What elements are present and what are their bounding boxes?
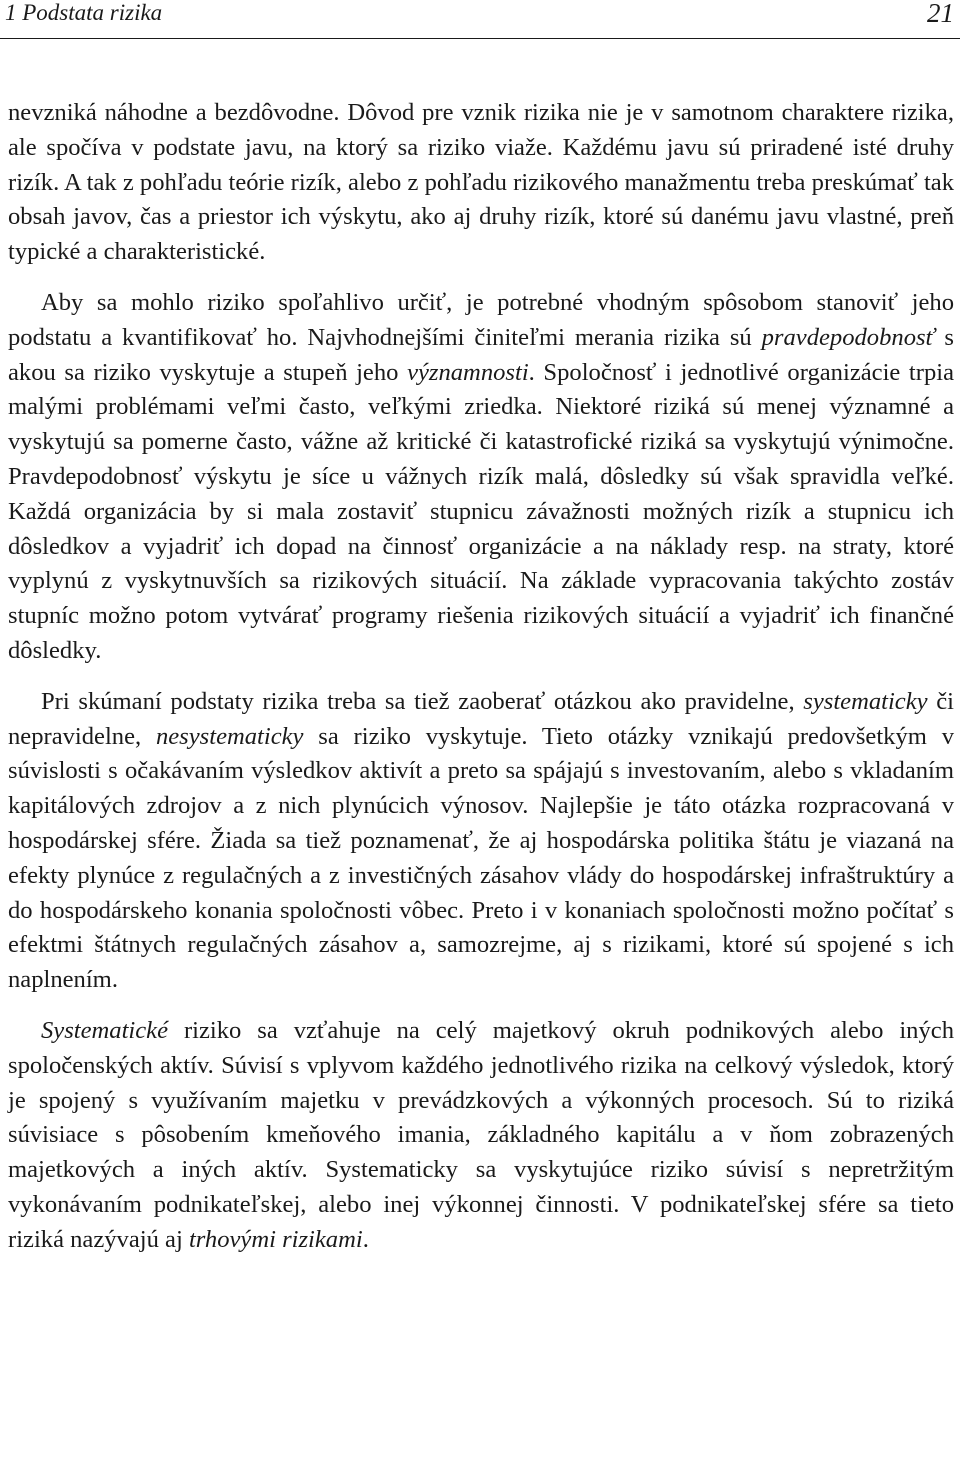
paragraph-3-text-1: Pri skúmaní podstaty rizika treba sa tiež zaoberať otázkou ako pravidelne, — [41, 687, 804, 715]
term-probability: pravdepodobnosť — [761, 323, 935, 351]
term-systematic: Systematické — [41, 1016, 169, 1044]
paragraph-3 — [8, 685, 954, 998]
running-header — [5, 0, 954, 28]
paragraph-2-text-2: s akou sa riziko vyskytuje a stupeň jeho — [8, 323, 954, 386]
term-unsystematically: nesystematicky — [155, 722, 304, 750]
page-number: 21 — [927, 0, 954, 28]
paragraph-1-text: nevzniká náhodne a bezdôvodne. Dôvod pre vznik rizika nie je v samotnom charaktere rizika, ale spočíva v podstate javu, na ktorý sa riziko viaže. Každému javu sú priradené isté druhy rizík. A tak z pohľadu teórie rizík, alebo z pohľadu rizikového manažmentu treba preskúmať tak obsah javov, čas a priestor ich výskytu, ako aj druhy rizík, ktoré sú danému javu vlastné, preň typické a charakteristické. — [8, 99, 954, 266]
header-rule — [0, 38, 960, 39]
paragraph-1 — [8, 96, 954, 270]
body-text — [8, 96, 954, 1258]
paragraph-2 — [8, 286, 954, 669]
chapter-title: 1 Podstata rizika — [5, 0, 163, 25]
paragraph-3-text-3: sa riziko vyskytuje. Tieto otázky vznikajú predovšetkým v súvislosti s očakávaním výsledkov aktivít a preto sa spájajú s investovaním, alebo s vkladaním kapitálových zdrojov a z nich plynúcich výnosov. Najlepšie je táto otázka rozpracovaná v hospodárskej sfére. Žiada sa tiež poznamenať, že aj hospodárska politika štátu je viazaná na efekty plynúce z regulačných a z investičných zásahov vlády do hospodárskej infraštruktúry a do hospodárskeho konania spoločnosti vôbec. Preto i v konaniach spoločnosti možno počítať s efektmi štátnych regulačných zásahov a, samozrejme, aj s rizikami, ktoré sú spojené s ich naplnením. — [8, 722, 954, 994]
term-significance: významnosti — [407, 358, 529, 386]
paragraph-4 — [8, 1014, 954, 1258]
term-market-risks: trhovými rizikami — [188, 1225, 363, 1253]
paragraph-4-text-2: . — [362, 1225, 369, 1253]
term-systematically: systematicky — [803, 687, 928, 715]
paragraph-2-text-1: Aby sa mohlo riziko spoľahlivo určiť, je potrebné vhodným spôsobom stanoviť jeho podstatu a kvantifikovať ho. Najvhodnejšími činiteľmi merania rizika sú — [8, 288, 954, 351]
paragraph-4-text-1: riziko sa vzťahuje na celý majetkový okruh podnikových alebo iných spoločenských aktív. Súvisí s vplyvom každého jednotlivého rizika na celkový výsledok, ktorý je spojený s využívaním majetku v prevádzkových a výkonných procesoch. Sú to riziká súvisiace s pôsobením kmeňového imania, základného kapitálu a v ňom zobrazených majetkových a iných aktív. Systematicky sa vyskytujúce riziko súvisí s nepretržitým vykonávaním podnikateľskej, alebo inej výkonnej činnosti. V podnikateľskej sfére sa tieto riziká nazývajú aj — [8, 1016, 954, 1253]
paragraph-3-text-2: či nepravidelne, — [8, 687, 954, 750]
paragraph-2-text-3: . Spoločnosť i jednotlivé organizácie trpia malými problémami veľmi často, veľkými zriedka. Niektoré riziká sú menej významné a vyskytujú sa pomerne často, vážne až kritické či katastrofické riziká sa vyskytujú výnimočne. Pravdepodobnosť výskytu je síce u vážnych rizík malá, dôsledky sú však spravidla veľké. Každá organizácia by si mala zostaviť stupnicu závažnosti možných rizík a stupnicu ich dôsledkov a vyjadriť ich dopad na činnosť organizácie a na náklady resp. na straty, ktoré vyplynú z vyskytnuvších sa rizikových situácií. Na základe vypracovania takýchto zostáv stupníc možno potom vytvárať programy riešenia rizikových situácií a vyjadriť ich finančné dôsledky. — [8, 358, 954, 664]
